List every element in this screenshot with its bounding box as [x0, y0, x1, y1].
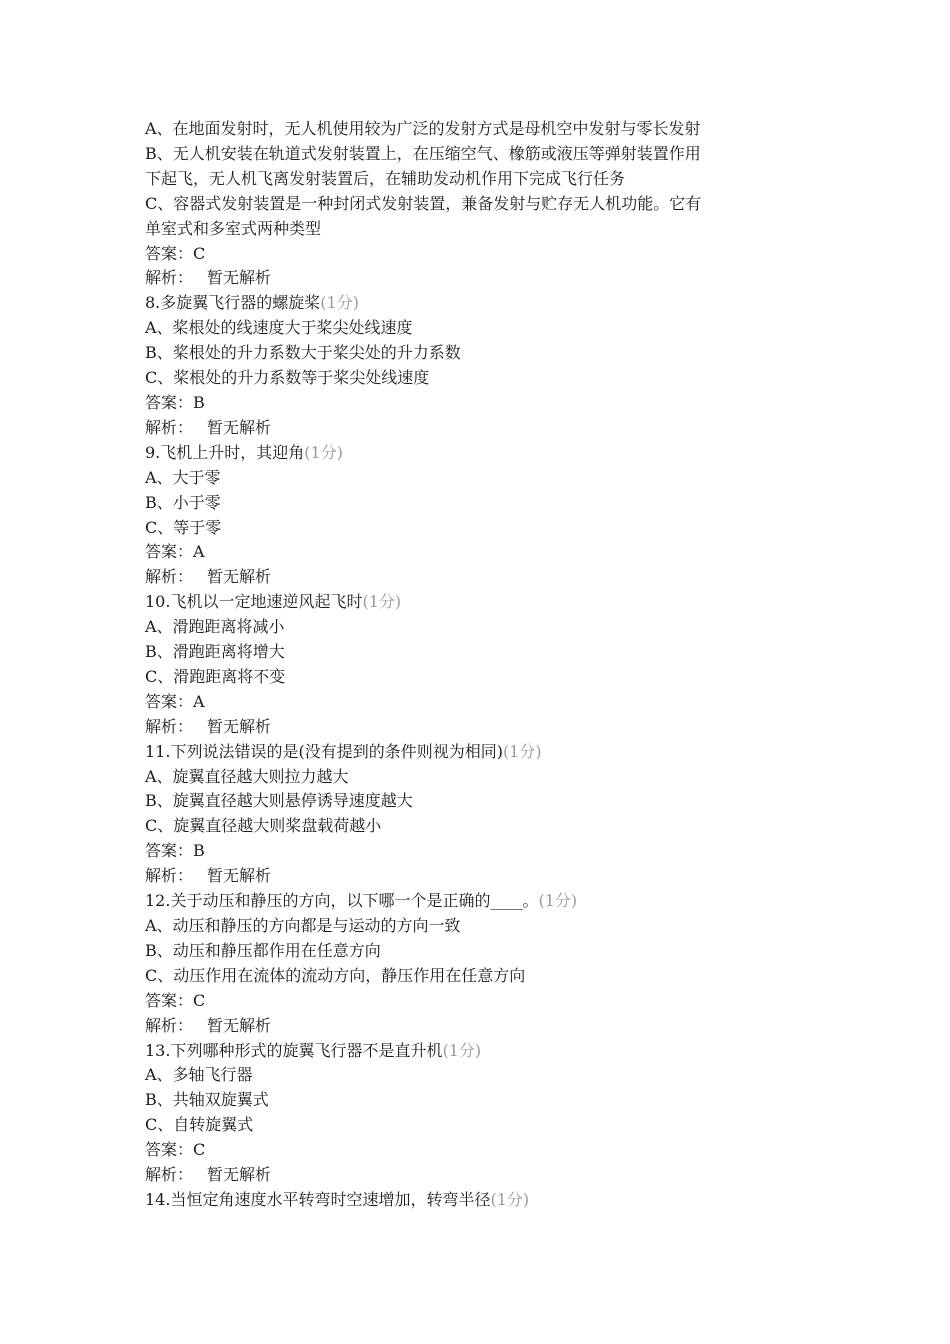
stem-text: 10.飞机以一定地速逆风起飞时: [145, 592, 363, 612]
score: (1分): [320, 293, 359, 313]
option-c: C、自转旋翼式: [145, 1115, 254, 1135]
score: (1分): [538, 891, 578, 911]
option-b: B、无人机安装在轨道式发射装置上，在压缩空气、橡筋或液压等弹射装置作用: [145, 143, 701, 163]
stem-text: 11.下列说法错误的是(没有提到的条件则视为相同): [145, 741, 503, 761]
answer: 答案：A: [145, 691, 205, 711]
answer: 答案：C: [145, 1140, 206, 1160]
analysis-label: 解析：: [145, 417, 194, 437]
option-b: B、滑跑距离将增大: [145, 642, 285, 662]
stem-text: 12.关于动压和静压的方向，以下哪一个是正确的____。: [145, 891, 539, 911]
stem-text: 14.当恒定角速度水平转弯时空速增加，转弯半径: [145, 1189, 491, 1209]
question-9: [145, 441, 815, 590]
answer: 答案：C: [145, 990, 206, 1010]
option-c: C、等于零: [145, 517, 222, 537]
option-b: B、小于零: [145, 492, 221, 512]
analysis-text: 暂无解析: [207, 417, 272, 437]
option-c: C、桨根处的升力系数等于桨尖处线速度: [145, 368, 430, 388]
answer: 答案：A: [145, 542, 205, 562]
option-c-continued: 单室式和多室式两种类型: [145, 218, 322, 238]
document-page: [145, 117, 815, 1213]
stem-text: 13.下列哪种形式的旋翼飞行器不是直升机: [145, 1040, 443, 1060]
question-stem: [145, 1188, 815, 1213]
option-b: B、旋翼直径越大则悬停诱导速度越大: [145, 791, 413, 811]
question-10: [145, 590, 815, 739]
option-c: C、滑跑距离将不变: [145, 666, 286, 686]
option-b: B、共轴双旋翼式: [145, 1090, 269, 1110]
question-stem: [145, 590, 815, 615]
score: (1分): [304, 442, 343, 462]
question-stem: [145, 1039, 815, 1064]
score: (1分): [490, 1189, 530, 1209]
analysis: [145, 416, 815, 441]
option-b: B、桨根处的升力系数大于桨尖处的升力系数: [145, 343, 461, 363]
analysis-label: 解析：: [145, 268, 194, 288]
question-stem: [145, 291, 815, 316]
analysis: [145, 266, 815, 291]
analysis: [145, 864, 815, 889]
option-a: A、多轴飞行器: [145, 1065, 253, 1085]
analysis-text: 暂无解析: [207, 716, 272, 736]
analysis-label: 解析：: [145, 1015, 194, 1035]
option-a: A、滑跑距离将减小: [145, 617, 285, 637]
score: (1分): [502, 741, 542, 761]
analysis-label: 解析：: [145, 567, 194, 587]
analysis-label: 解析：: [145, 716, 194, 736]
question-stem: [145, 441, 815, 466]
question-stem: [145, 740, 815, 765]
question-7-tail: [145, 117, 815, 291]
stem-text: 9.飞机上升时，其迎角: [145, 442, 305, 462]
option-c: C、容器式发射装置是一种封闭式发射装置，兼备发射与贮存无人机功能。它有: [145, 193, 702, 213]
analysis-label: 解析：: [145, 1165, 194, 1185]
option-c: C、动压作用在流体的流动方向，静压作用在任意方向: [145, 965, 526, 985]
analysis-text: 暂无解析: [207, 567, 272, 587]
question-8: [145, 291, 815, 440]
option-c: C、旋翼直径越大则桨盘载荷越小: [145, 816, 382, 836]
analysis-text: 暂无解析: [207, 1015, 272, 1035]
score: (1分): [442, 1040, 482, 1060]
analysis: [145, 1163, 815, 1188]
analysis: [145, 715, 815, 740]
question-13: [145, 1039, 815, 1188]
option-a: A、大于零: [145, 467, 221, 487]
answer: 答案：B: [145, 841, 205, 861]
score: (1分): [362, 592, 402, 612]
option-b-continued: 下起飞，无人机飞离发射装置后，在辅助发动机作用下完成飞行任务: [145, 168, 626, 188]
answer: 答案：C: [145, 243, 206, 263]
option-b: B、动压和静压都作用在任意方向: [145, 940, 381, 960]
analysis-text: 暂无解析: [207, 1165, 272, 1185]
analysis-text: 暂无解析: [207, 866, 272, 886]
option-a: A、旋翼直径越大则拉力越大: [145, 766, 349, 786]
option-a: A、在地面发射时，无人机使用较为广泛的发射方式是母机空中发射与零长发射: [145, 119, 701, 138]
analysis: [145, 1014, 815, 1039]
question-14: [145, 1188, 815, 1213]
option-a: A、动压和静压的方向都是与运动的方向一致: [145, 916, 461, 935]
analysis-label: 解析：: [145, 866, 194, 886]
stem-text: 8.多旋翼飞行器的螺旋桨: [145, 293, 321, 313]
analysis: [145, 565, 815, 590]
question-11: [145, 740, 815, 889]
option-a: A、桨根处的线速度大于桨尖处线速度: [145, 318, 413, 338]
question-12: [145, 889, 815, 1038]
question-stem: [145, 889, 815, 914]
answer: 答案：B: [145, 392, 205, 412]
analysis-text: 暂无解析: [207, 268, 272, 288]
